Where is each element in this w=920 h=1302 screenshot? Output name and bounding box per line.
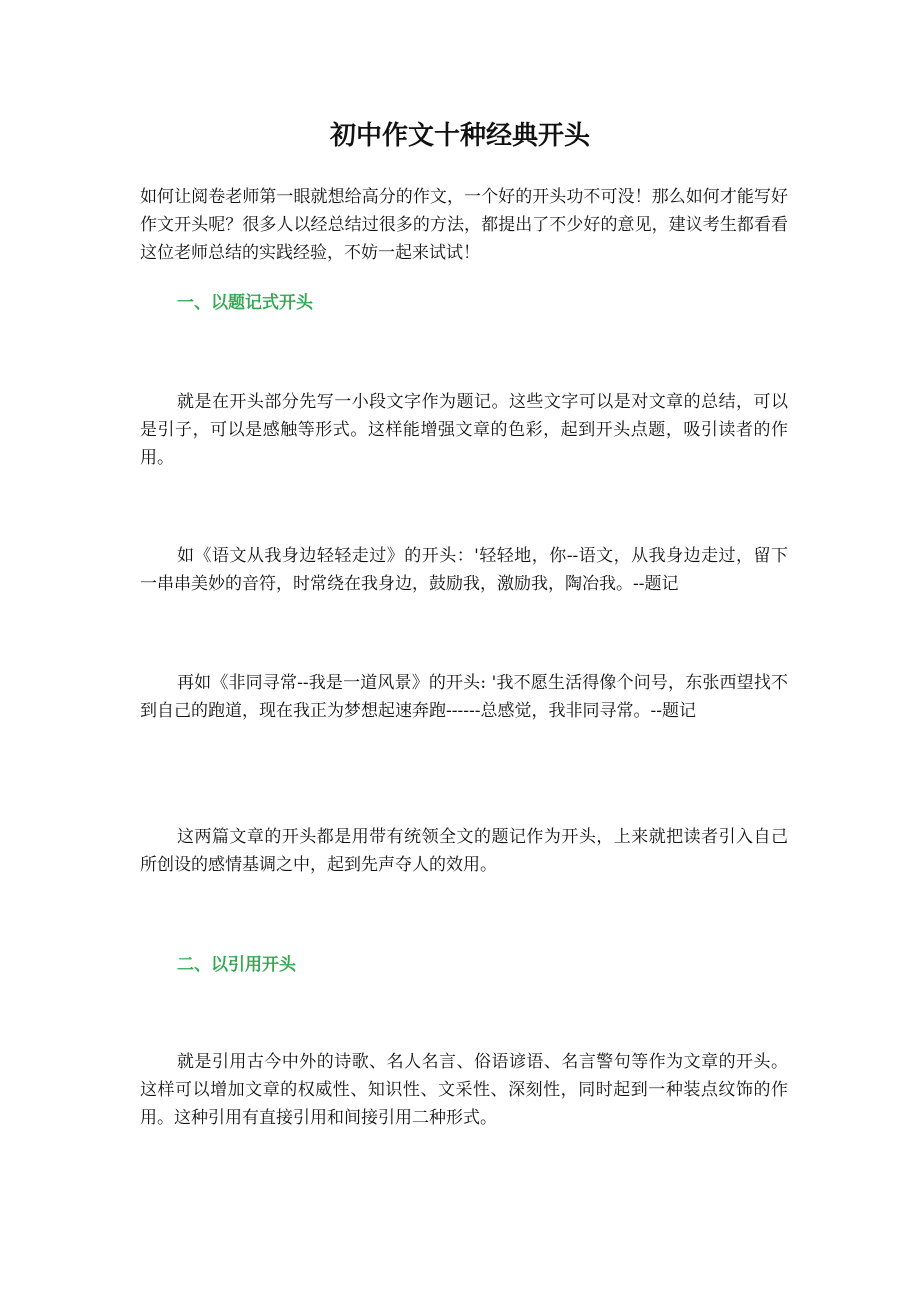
section-heading-2: 二、以引用开头 — [177, 955, 296, 975]
section1-paragraph-1: 就是在开头部分先写一小段文字作为题记。这些文字可以是对文章的总结，可以是引子，可以是感触等形式。这样能增强文章的色彩，起到开头点题，吸引读者的作用。 — [140, 392, 788, 468]
section1-paragraph-2: 如《语文从我身边轻轻走过》的开头：'轻轻地，你--语文，从我身边走过，留下一串串美妙的音符，时常绕在我身边，鼓励我，激励我，陶冶我。--题记 — [140, 546, 788, 594]
section1-paragraph-3: 再如《非同寻常--我是一道风景》的开头: '我不愿生活得像个问号，东张西望找不到自己的跑道，现在我正为梦想起速奔跑------总感觉，我非同寻常。--题记 — [140, 673, 788, 721]
section1-paragraph-4: 这两篇文章的开头都是用带有统领全文的题记作为开头，上来就把读者引入自己所创设的感情基调之中，起到先声夺人的效用。 — [140, 827, 788, 875]
intro-paragraph: 如何让阅卷老师第一眼就想给高分的作文，一个好的开头功不可没！那么如何才能写好作文开头呢？很多人以经总结过很多的方法，都提出了不少好的意见，建议考生都看看这位老师总结的实践经验，不妨一起来试试！ — [140, 187, 788, 263]
section-heading-1: 一、以题记式开头 — [177, 293, 313, 313]
section2-paragraph-1: 就是引用古今中外的诗歌、名人名言、俗语谚语、名言警句等作为文章的开头。这样可以增加文章的权威性、知识性、文采性、深刻性，同时起到一种装点纹饰的作用。这种引用有直接引用和间接引用二种形式。 — [140, 1052, 788, 1128]
page-title: 初中作文十种经典开头 — [329, 121, 590, 151]
